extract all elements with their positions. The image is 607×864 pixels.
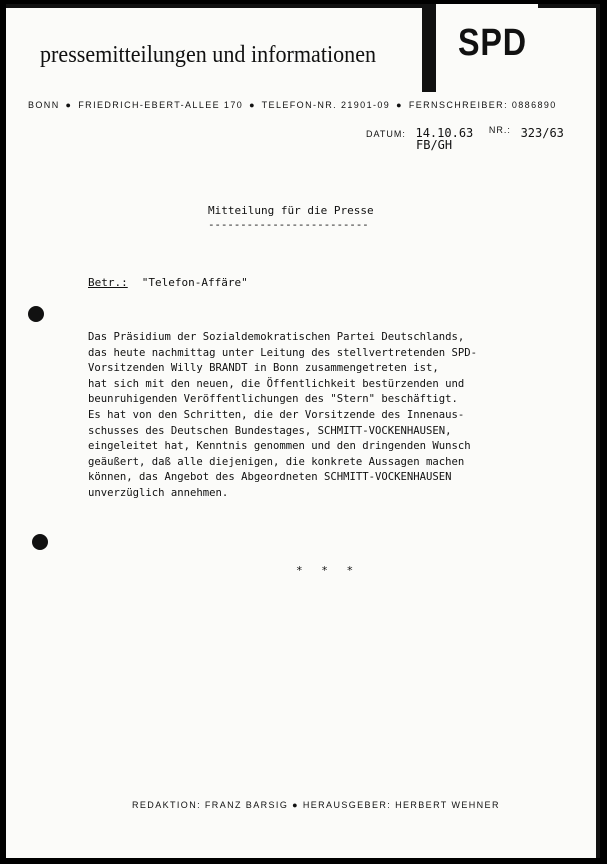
bullet-icon: ● (249, 100, 256, 110)
subject-line (88, 276, 248, 289)
bullet-icon: ● (396, 100, 403, 110)
subject-label: Betr.: (88, 276, 128, 289)
body-text (88, 330, 558, 502)
body-line: beunruhigenden Veröffentlichungen des "Stern" beschäftigt. (88, 393, 458, 406)
body-line: eingeleitet hat, Kenntnis genommen und den dringenden Wunsch (88, 440, 471, 453)
body-line: geäußert, daß alle diejenigen, die konkrete Aussagen machen (88, 455, 465, 468)
body-line: das heute nachmittag unter Leitung des stellvertretenden SPD- (88, 346, 478, 359)
letterhead-black-bar (422, 4, 436, 92)
bullet-icon: ● (65, 100, 73, 110)
body-line: Vorsitzenden Willy BRANDT in Bonn zusammengetreten ist, (88, 362, 439, 375)
masthead-title: pressemitteilungen und informationen (40, 42, 377, 68)
date-value: 14.10.63 (415, 126, 474, 140)
body-line: hat sich mit den neuen, die Öffentlichkeit bestürzenden und (88, 377, 465, 390)
punch-hole-icon (28, 306, 44, 322)
address-phone: TELEFON-NR. 21901-09 (261, 100, 391, 110)
body-line: können, das Angebot des Abgeordneten SCHMITT-VOCKENHAUSEN (88, 471, 452, 484)
scan-border-right (596, 4, 600, 858)
document-meta (366, 122, 564, 152)
body-line: schusses des Deutschen Bundestages, SCHMITT-VOCKENHAUSEN, (88, 424, 452, 437)
subject-value: "Telefon-Affäre" (141, 276, 248, 289)
date-label: DATUM: (366, 129, 406, 139)
closing-stars: * * * (296, 564, 360, 577)
number-label: NR.: (488, 125, 511, 135)
punch-hole-icon (32, 534, 48, 550)
reference-initials: FB/GH (416, 138, 453, 152)
heading-underline: ------------------------- (208, 218, 369, 231)
body-line: unverzüglich annehmen. (88, 486, 229, 499)
address-line (28, 100, 557, 110)
body-line: Das Präsidium der Sozialdemokratischen Partei Deutschlands, (88, 331, 465, 343)
address-telex: FERNSCHREIBER: 0886890 (408, 100, 557, 110)
address-city: BONN (28, 100, 60, 110)
document-heading: Mitteilung für die Presse (208, 204, 374, 217)
address-street: FRIEDRICH-EBERT-ALLEE 170 (78, 100, 244, 110)
spd-logo: SPD (458, 22, 527, 64)
number-value: 323/63 (520, 126, 564, 140)
body-line: Es hat von den Schritten, die der Vorsitzende des Innenaus- (88, 408, 465, 421)
press-release-page (6, 4, 600, 858)
footer-editorial: REDAKTION: FRANZ BARSIG ● HERAUSGEBER: HERBERT WEHNER (132, 800, 500, 810)
